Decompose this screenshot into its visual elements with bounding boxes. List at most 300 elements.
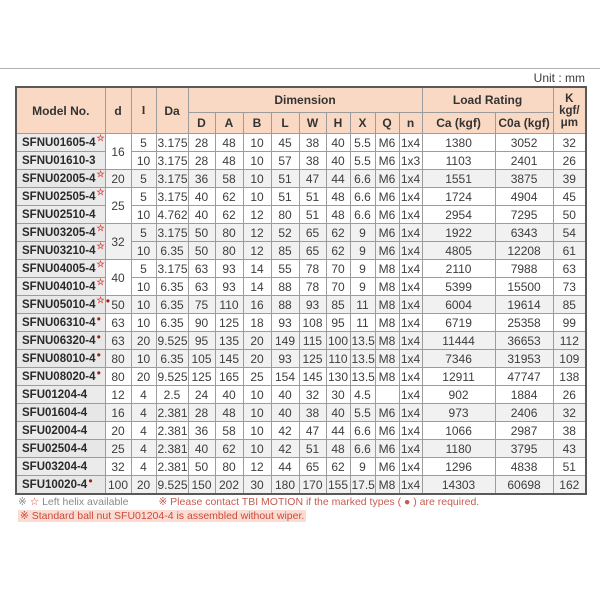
cell-x: 4.5 — [350, 386, 375, 404]
cell-model-no: SFNU06320-4● — [16, 332, 105, 350]
cell-c0a: 2401 — [495, 152, 553, 170]
star-mark-icon: ☆ — [96, 258, 105, 269]
cell-d: 28 — [188, 134, 215, 152]
cell-d: 28 — [188, 152, 215, 170]
cell-q: M8 — [375, 350, 399, 368]
cell-a: 80 — [215, 224, 243, 242]
cell-w: 51 — [299, 188, 326, 206]
cell-b: 10 — [243, 440, 271, 458]
cell-d: 25 — [105, 188, 131, 224]
dot-mark-icon: ● — [96, 313, 102, 323]
cell-x: 13.5 — [351, 369, 375, 384]
cell-a: 80 — [215, 242, 243, 260]
cell-x: 6.6 — [350, 170, 375, 188]
cell-lead: 5 — [131, 170, 156, 188]
cell-a: 48 — [215, 134, 243, 152]
cell-w: 38 — [299, 134, 326, 152]
col-header-l: L — [271, 113, 299, 134]
cell-ca: 1551 — [422, 170, 495, 188]
cell-k: 43 — [553, 440, 586, 458]
cell-d: 28 — [188, 404, 215, 422]
cell-k: 51 — [553, 458, 586, 476]
cell-lead: 5 — [131, 134, 156, 152]
cell-ca: 4805 — [422, 242, 495, 260]
cell-lead: 10 — [131, 152, 156, 170]
cell-n: 1x4 — [400, 189, 421, 204]
table-row — [16, 476, 586, 495]
table-row — [16, 134, 586, 152]
cell-x: 17.5 — [350, 476, 375, 495]
cell-c0a: 2406 — [495, 404, 553, 422]
cell-a: 202 — [215, 476, 243, 495]
cell-l: 93 — [271, 314, 299, 332]
cell-n: 1x4 — [400, 171, 421, 186]
cell-h: 130 — [327, 369, 349, 384]
cell-n: 1x4 — [400, 135, 421, 150]
cell-d: 63 — [188, 278, 215, 296]
table-row — [16, 224, 586, 242]
cell-w: 65 — [299, 224, 326, 242]
cell-model-no: SFU03204-4 — [16, 458, 105, 476]
table-row — [16, 332, 586, 350]
cell-da: 2.5 — [156, 386, 188, 404]
col-group-load-rating: Load Rating — [422, 87, 553, 113]
cell-w: 125 — [299, 350, 326, 368]
cell-n: 1x4 — [400, 333, 421, 348]
col-header-d: D — [188, 113, 215, 134]
cell-k: 63 — [553, 260, 586, 278]
cell-d: 40 — [188, 188, 215, 206]
col-header-lead: l — [131, 87, 156, 134]
table-row — [16, 440, 586, 458]
cell-model-no: SFNU03210-4☆ — [16, 242, 105, 260]
cell-l: 57 — [271, 152, 299, 170]
spec-table — [15, 86, 587, 495]
cell-da: 2.381 — [157, 423, 188, 438]
cell-ca: 5399 — [422, 278, 495, 296]
cell-a: 165 — [215, 368, 243, 386]
cell-c0a: 19614 — [495, 296, 553, 314]
cell-d: 90 — [188, 314, 215, 332]
cell-k: 109 — [553, 350, 586, 368]
cell-l: 52 — [271, 224, 299, 242]
star-mark-icon: ☆ — [96, 276, 105, 287]
cell-w: 47 — [299, 422, 326, 440]
col-header-w: W — [299, 113, 326, 134]
cell-l: 51 — [271, 170, 299, 188]
table-row — [16, 206, 586, 224]
col-header-n: n — [399, 113, 422, 134]
cell-c0a: 6343 — [495, 224, 553, 242]
cell-q — [375, 386, 399, 404]
cell-x: 6.6 — [350, 206, 375, 224]
cell-model-no: SFNU08020-4● — [16, 368, 105, 386]
cell-q: M6 — [375, 404, 399, 422]
cell-l: 42 — [271, 440, 299, 458]
cell-x: 6.6 — [350, 440, 375, 458]
cell-n: 1x4 — [399, 476, 422, 495]
table-row — [16, 404, 586, 422]
cell-h: 48 — [326, 206, 350, 224]
cell-w: 51 — [299, 440, 326, 458]
cell-q: M8 — [375, 476, 399, 495]
cell-model-no: SFNU05010-4☆● — [16, 296, 105, 314]
cell-b: 12 — [243, 458, 271, 476]
col-header-a: A — [215, 113, 243, 134]
star-mark-icon: ☆ — [96, 222, 105, 233]
cell-d: 80 — [105, 350, 131, 368]
cell-model-no: SFNU03205-4☆ — [16, 224, 105, 242]
cell-model-no: SFNU08010-4● — [16, 350, 105, 368]
cell-k: 61 — [553, 242, 586, 260]
cell-n: 1x4 — [400, 351, 421, 366]
cell-d: 24 — [188, 386, 215, 404]
cell-a: 58 — [215, 422, 243, 440]
cell-n: 1x4 — [400, 225, 421, 240]
cell-b: 10 — [243, 404, 271, 422]
cell-x: 6.6 — [350, 188, 375, 206]
cell-n: 1x4 — [400, 279, 421, 294]
table-row — [16, 188, 586, 206]
dot-mark-icon: ● — [96, 349, 102, 359]
cell-b: 10 — [243, 134, 271, 152]
table-row — [16, 152, 586, 170]
cell-h: 62 — [326, 242, 350, 260]
cell-ca: 2110 — [422, 260, 495, 278]
cell-da: 3.175 — [157, 189, 188, 204]
dot-mark-icon: ● — [96, 331, 102, 341]
cell-a: 62 — [215, 440, 243, 458]
cell-x: 9 — [350, 278, 375, 296]
cell-w: 78 — [299, 260, 326, 278]
cell-w: 108 — [299, 314, 326, 332]
cell-h: 95 — [326, 314, 350, 332]
cell-q: M6 — [375, 458, 399, 476]
cell-n: 1x4 — [400, 315, 421, 330]
cell-h: 30 — [326, 386, 350, 404]
col-header-model: Model No. — [16, 87, 105, 134]
k-header-line2: kgf/ — [559, 104, 580, 117]
spec-table-header — [16, 87, 586, 134]
cell-model-no: SFNU02505-4☆ — [16, 188, 105, 206]
cell-ca: 1066 — [422, 422, 495, 440]
cell-da: 2.381 — [157, 405, 188, 420]
table-row — [16, 368, 586, 386]
cell-l: 55 — [271, 260, 299, 278]
cell-l: 80 — [271, 206, 299, 224]
cell-x: 13.5 — [351, 333, 375, 348]
cell-da: 6.35 — [156, 314, 188, 332]
cell-d: 36 — [188, 422, 215, 440]
cell-model-no: SFU10020-4● — [16, 476, 105, 495]
cell-w: 38 — [299, 152, 326, 170]
cell-d: 25 — [105, 440, 131, 458]
cell-d: 80 — [105, 368, 131, 386]
cell-l: 40 — [271, 386, 299, 404]
cell-model-no: SFNU02510-4 — [16, 206, 105, 224]
cell-w: 115 — [299, 332, 326, 350]
cell-h: 40 — [326, 404, 350, 422]
star-mark-icon: ☆ — [96, 186, 105, 197]
cell-ca: 1296 — [422, 458, 495, 476]
cell-c0a: 7988 — [495, 260, 553, 278]
cell-q: M8 — [375, 296, 399, 314]
cell-c0a: 3875 — [495, 170, 553, 188]
cell-k: 26 — [553, 386, 586, 404]
cell-k: 99 — [553, 314, 586, 332]
cell-lead: 5 — [131, 224, 156, 242]
col-header-c0akgf: C0a (kgf) — [495, 113, 553, 134]
col-header-x: X — [350, 113, 375, 134]
cell-h: 62 — [326, 458, 350, 476]
cell-d: 40 — [188, 206, 215, 224]
cell-d: 125 — [188, 368, 215, 386]
cell-x: 13.5 — [351, 351, 375, 366]
cell-q: M8 — [375, 260, 399, 278]
cell-ca: 1180 — [422, 440, 495, 458]
cell-q: M6 — [375, 134, 399, 152]
footnote-left-helix-text: Left helix available — [42, 496, 129, 508]
cell-model-no: SFNU02005-4☆ — [16, 170, 105, 188]
cell-n: 1x4 — [400, 459, 421, 474]
cell-d: 105 — [188, 350, 215, 368]
cell-q: M6 — [375, 188, 399, 206]
cell-q: M8 — [375, 368, 399, 386]
cell-c0a: 60698 — [495, 476, 553, 495]
cell-da: 6.35 — [156, 350, 188, 368]
cell-q: M8 — [375, 314, 399, 332]
cell-x: 9 — [350, 458, 375, 476]
cell-a: 48 — [215, 152, 243, 170]
cell-d: 50 — [188, 224, 215, 242]
cell-d: 95 — [188, 332, 215, 350]
col-header-q: Q — [375, 113, 399, 134]
cell-h: 40 — [326, 134, 350, 152]
cell-c0a: 7295 — [495, 206, 553, 224]
cell-c0a: 25358 — [495, 314, 553, 332]
cell-a: 80 — [215, 458, 243, 476]
cell-d: 20 — [105, 422, 131, 440]
cell-lead: 10 — [131, 314, 156, 332]
dot-mark-icon: ● — [96, 367, 102, 377]
cell-b: 10 — [243, 152, 271, 170]
cell-w: 170 — [299, 476, 326, 495]
cell-d: 32 — [105, 224, 131, 260]
cell-n: 1x4 — [400, 207, 421, 222]
cell-l: 51 — [271, 188, 299, 206]
cell-w: 145 — [299, 368, 326, 386]
cell-a: 62 — [215, 188, 243, 206]
cell-b: 20 — [243, 332, 271, 350]
cell-b: 12 — [243, 206, 271, 224]
cell-ca: 1103 — [422, 152, 495, 170]
cell-da: 9.525 — [157, 369, 188, 384]
cell-a: 93 — [215, 260, 243, 278]
cell-h: 70 — [326, 260, 350, 278]
cell-d: 40 — [105, 260, 131, 296]
cell-model-no: SFU02004-4 — [16, 422, 105, 440]
cell-x: 11 — [350, 296, 375, 314]
cell-h: 44 — [326, 170, 350, 188]
cell-x: 5.5 — [350, 134, 375, 152]
cell-n: 1x4 — [400, 423, 421, 438]
cell-c0a: 36653 — [495, 332, 553, 350]
cell-a: 48 — [215, 404, 243, 422]
col-header-k — [553, 87, 586, 134]
cell-k: 73 — [553, 278, 586, 296]
cell-d: 150 — [188, 476, 215, 495]
cell-h: 62 — [326, 224, 350, 242]
cell-da: 6.35 — [156, 296, 188, 314]
cell-x: 5.5 — [350, 152, 375, 170]
cell-h: 44 — [326, 422, 350, 440]
cell-k: 162 — [553, 476, 586, 495]
cell-c0a: 4838 — [495, 458, 553, 476]
cell-k: 38 — [553, 422, 586, 440]
cell-c0a: 12208 — [495, 242, 553, 260]
cell-a: 125 — [215, 314, 243, 332]
cell-lead: 10 — [131, 242, 156, 260]
cell-k: 85 — [553, 296, 586, 314]
cell-ca: 7346 — [422, 350, 495, 368]
cell-q: M6 — [375, 242, 399, 260]
cell-lead: 10 — [131, 350, 156, 368]
cell-d: 16 — [105, 404, 131, 422]
cell-d: 100 — [105, 476, 131, 495]
cell-lead: 4 — [131, 458, 156, 476]
cell-ca: 6719 — [422, 314, 495, 332]
dot-mark-icon: ● — [105, 295, 111, 305]
cell-lead: 5 — [131, 260, 156, 278]
cell-model-no: SFU01604-4 — [16, 404, 105, 422]
unit-label: Unit : mm — [533, 71, 585, 85]
cell-a: 62 — [215, 206, 243, 224]
table-row — [16, 296, 586, 314]
cell-k: 26 — [553, 152, 586, 170]
col-header-h: H — [326, 113, 350, 134]
cell-d: 75 — [188, 296, 215, 314]
cell-lead: 4 — [131, 404, 156, 422]
cell-x: 5.5 — [350, 404, 375, 422]
cell-d: 50 — [105, 296, 131, 314]
cell-da: 2.381 — [157, 459, 188, 474]
cell-d: 20 — [105, 170, 131, 188]
cell-lead: 20 — [131, 332, 156, 350]
col-header-da: Da — [156, 87, 188, 134]
cell-n: 1x4 — [400, 261, 421, 276]
cell-x: 6.6 — [350, 422, 375, 440]
cell-l: 88 — [271, 278, 299, 296]
cell-ca: 12911 — [422, 368, 495, 386]
cell-c0a: 1884 — [495, 386, 553, 404]
cell-d: 36 — [188, 170, 215, 188]
cell-l: 42 — [271, 422, 299, 440]
cell-b: 16 — [243, 296, 271, 314]
cell-n: 1x3 — [400, 153, 421, 168]
cell-x: 9 — [350, 224, 375, 242]
cell-w: 38 — [299, 404, 326, 422]
cell-d: 50 — [188, 242, 215, 260]
cell-da: 3.175 — [157, 153, 188, 168]
star-mark-icon: ☆ — [96, 132, 105, 143]
cell-h: 85 — [326, 296, 350, 314]
cell-da: 6.35 — [156, 242, 188, 260]
cell-x: 11 — [350, 314, 375, 332]
cell-q: M8 — [375, 278, 399, 296]
cell-d: 16 — [105, 134, 131, 170]
cell-n: 1x4 — [400, 369, 421, 384]
table-row — [16, 242, 586, 260]
cell-w: 65 — [299, 458, 326, 476]
cell-ca: 11444 — [422, 332, 495, 350]
table-row — [16, 170, 586, 188]
col-header-cakgf: Ca (kgf) — [422, 113, 495, 134]
cell-l: 85 — [271, 242, 299, 260]
cell-n: 1x4 — [400, 297, 421, 312]
dot-mark-icon: ● — [88, 475, 93, 485]
cell-d: 40 — [188, 440, 215, 458]
cell-b: 10 — [243, 422, 271, 440]
cell-model-no: SFU01204-4 — [16, 386, 105, 404]
cell-ca: 973 — [422, 404, 495, 422]
cell-w: 78 — [299, 278, 326, 296]
cell-da: 3.175 — [157, 225, 188, 240]
cell-a: 110 — [215, 296, 243, 314]
cell-b: 20 — [243, 350, 271, 368]
footnotes — [18, 496, 479, 522]
cell-k: 138 — [553, 368, 586, 386]
cell-b: 12 — [243, 242, 271, 260]
cell-h: 48 — [326, 440, 350, 458]
cell-c0a: 15500 — [495, 278, 553, 296]
cell-b: 10 — [243, 188, 271, 206]
cell-k: 39 — [553, 170, 586, 188]
cell-ca: 2954 — [422, 206, 495, 224]
cell-b: 18 — [243, 314, 271, 332]
star-mark-icon: ☆ — [96, 294, 105, 305]
cell-lead: 10 — [131, 206, 156, 224]
cell-b: 14 — [243, 260, 271, 278]
cell-da: 3.175 — [157, 135, 188, 150]
cell-b: 30 — [243, 476, 271, 495]
cell-q: M6 — [375, 422, 399, 440]
cell-da: 6.35 — [156, 278, 188, 296]
cell-da: 3.175 — [157, 171, 188, 186]
cell-ca: 1380 — [422, 134, 495, 152]
table-row — [16, 386, 586, 404]
cell-b: 10 — [243, 170, 271, 188]
cell-b: 14 — [243, 278, 271, 296]
cell-a: 40 — [215, 386, 243, 404]
cell-lead: 20 — [131, 368, 156, 386]
cell-lead: 4 — [131, 440, 156, 458]
cell-da: 9.525 — [156, 476, 188, 495]
cell-lead: 10 — [131, 278, 156, 296]
cell-d: 63 — [105, 314, 131, 332]
cell-n: 1x4 — [400, 441, 421, 456]
spec-table-container — [15, 86, 587, 495]
cell-a: 93 — [215, 278, 243, 296]
cell-c0a: 2987 — [495, 422, 553, 440]
cell-h: 48 — [326, 188, 350, 206]
cell-lead: 10 — [131, 296, 156, 314]
cell-q: M6 — [375, 206, 399, 224]
table-row — [16, 278, 586, 296]
cell-d: 63 — [188, 260, 215, 278]
cell-q: M6 — [375, 152, 399, 170]
cell-da: 4.762 — [157, 207, 188, 222]
cell-lead: 5 — [131, 188, 156, 206]
